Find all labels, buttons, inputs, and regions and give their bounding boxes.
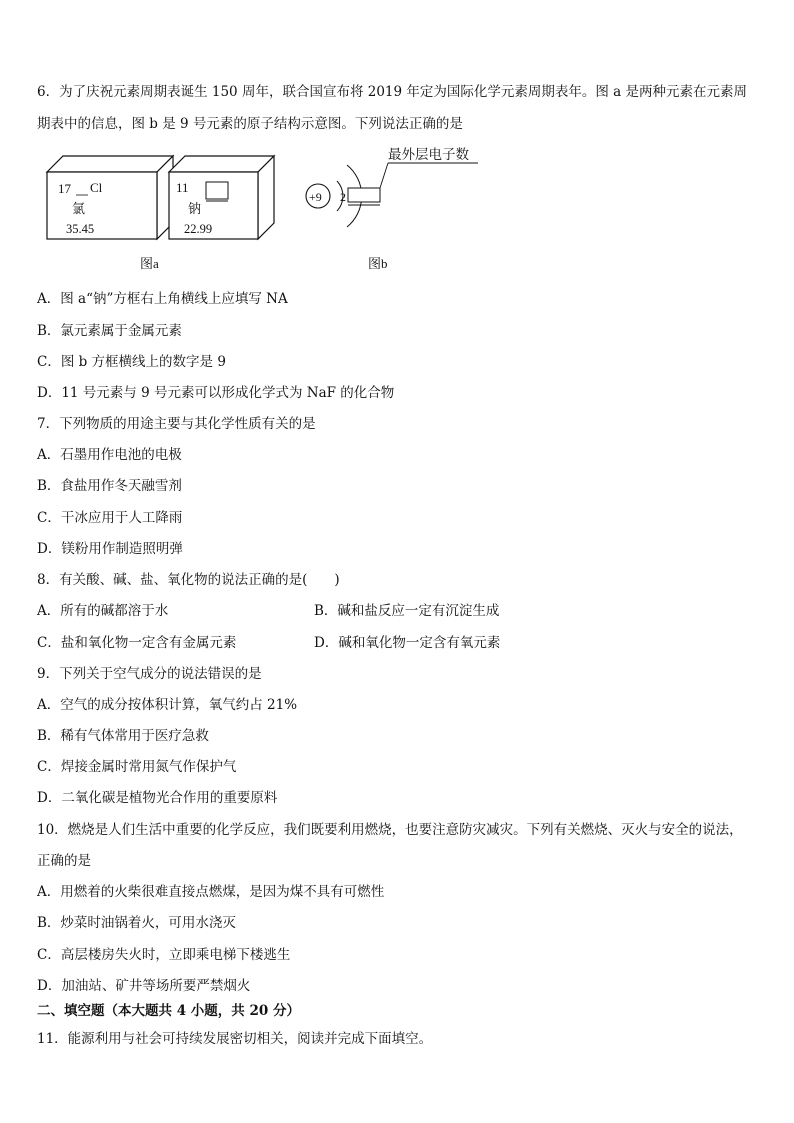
q6-stem-line1: 6．为了庆祝元素周期表诞生 150 周年，联合国宣布将 2019 年定为国际化学元素周期表年。图 a 是两种元素在元素周 — [37, 84, 748, 100]
na-atomic-mass: 22.99 — [184, 222, 213, 236]
q8-option-b: B．碱和盐反应一定有沉淀生成 — [314, 603, 500, 619]
q10-option-d: D．加油站、矿井等场所要严禁烟火 — [37, 978, 251, 994]
q6-option-a: A．图 a“钠”方框右上角横线上应填写 NA — [37, 291, 288, 307]
q10-stem-line1: 10．燃烧是人们生活中重要的化学反应，我们既要利用燃烧，也要注意防灾减灾。下列有关燃烧、灭火与安全的说法， — [37, 822, 743, 838]
q8-option-c: C．盐和氧化物一定含有金属元素 — [37, 635, 237, 651]
q7-stem: 7．下列物质的用途主要与其化学性质有关的是 — [37, 416, 316, 432]
q9-option-b: B．稀有气体常用于医疗急救 — [37, 728, 209, 744]
q8-option-a: A．所有的碱都溶于水 — [37, 603, 169, 619]
q10-stem-line2: 正确的是 — [37, 853, 91, 869]
cl-symbol: Cl — [90, 180, 103, 195]
figure-b-caption: 图b — [368, 256, 388, 271]
q10-option-b: B．炒菜时油锅着火，可用水浇灭 — [37, 915, 236, 931]
outer-electrons-blank-box — [348, 188, 380, 202]
q7-option-b: B．食盐用作冬天融雪剂 — [37, 478, 182, 494]
sodium-element-box — [169, 156, 274, 239]
q10-option-a: A．用燃着的火柴很难直接点燃煤，是因为煤不具有可燃性 — [37, 884, 385, 900]
inner-shell-electrons: 2 — [340, 190, 346, 204]
section-heading: 二、填空题（本大题共 4 小题，共 20 分） — [37, 1003, 300, 1019]
na-symbol-blank-box — [206, 182, 228, 199]
figure-b — [300, 140, 500, 275]
q9-stem: 9．下列关于空气成分的说法错误的是 — [37, 666, 262, 682]
na-name: 钠 — [188, 201, 202, 216]
na-atomic-number: 11 — [176, 180, 189, 195]
q6-option-b: B．氯元素属于金属元素 — [37, 323, 182, 339]
figure-a — [40, 150, 280, 275]
cl-atomic-mass: 35.45 — [66, 222, 95, 236]
q7-option-d: D．镁粉用作制造照明弹 — [37, 541, 183, 557]
figure-a-caption: 图a — [140, 256, 159, 271]
q6-option-c: C．图 b 方框横线上的数字是 9 — [37, 354, 226, 370]
q6-stem-line2: 期表中的信息，图 b 是 9 号元素的原子结构示意图。下列说法正确的是 — [37, 116, 463, 132]
q7-option-a: A．石墨用作电池的电极 — [37, 447, 182, 463]
q9-option-d: D．二氧化碳是植物光合作用的重要原料 — [37, 790, 278, 806]
cl-atomic-number: 17 — [58, 181, 71, 196]
q9-option-a: A．空气的成分按体积计算，氧气约占 21% — [37, 697, 298, 713]
q7-option-c: C．干冰应用于人工降雨 — [37, 510, 183, 526]
callout-label: 最外层电子数 — [388, 147, 469, 162]
q11-stem: 11．能源利用与社会可持续发展密切相关，阅读并完成下面填空。 — [37, 1031, 433, 1047]
cl-name: 氯 — [72, 201, 86, 216]
q8-option-d: D．碱和氧化物一定含有氧元素 — [314, 635, 501, 651]
callout-leader-line — [380, 163, 388, 188]
q6-option-d: D．11 号元素与 9 号元素可以形成化学式为 NaF 的化合物 — [37, 385, 395, 401]
q8-stem: 8．有关酸、碱、盐、氧化物的说法正确的是( ) — [37, 572, 340, 588]
chlorine-element-box — [47, 156, 173, 239]
q9-option-c: C．焊接金属时常用氮气作保护气 — [37, 759, 237, 775]
q10-option-c: C．高层楼房失火时，立即乘电梯下楼逃生 — [37, 947, 291, 963]
nucleus-charge: +9 — [309, 190, 322, 204]
